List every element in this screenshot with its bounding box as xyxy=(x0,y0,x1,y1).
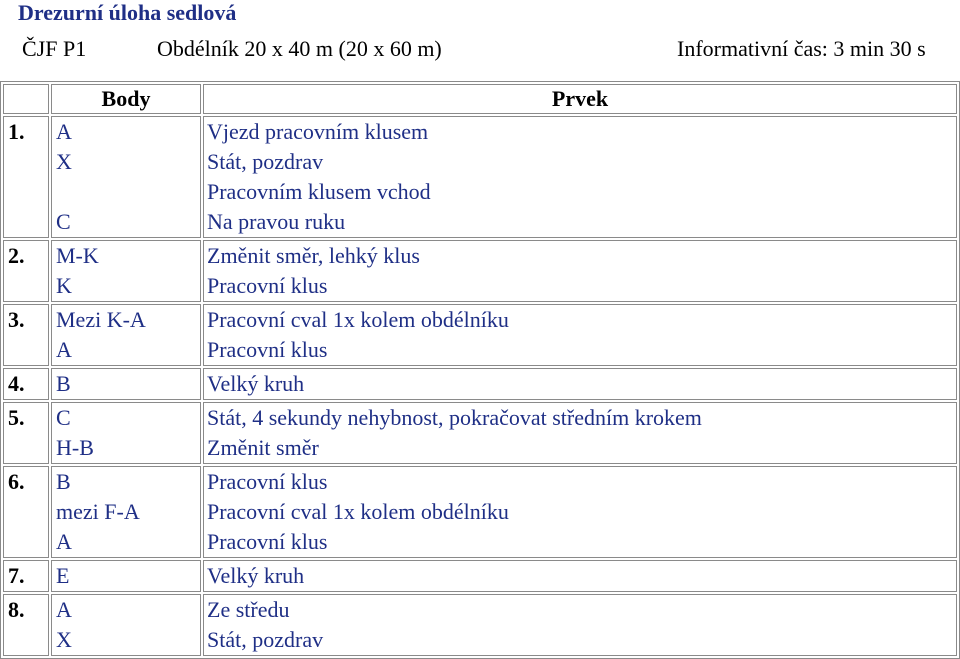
element-text: Pracovní cval 1x kolem obdélníku xyxy=(207,499,509,524)
table-row xyxy=(3,368,957,400)
point-letter: X xyxy=(56,149,72,174)
informative-time: Informativní čas: 3 min 30 s xyxy=(677,36,926,61)
point-letter: X xyxy=(56,627,72,652)
point-letter: A xyxy=(56,119,72,144)
row-number: 1. xyxy=(3,116,49,238)
table-row xyxy=(3,402,957,464)
row-elements xyxy=(203,466,957,558)
table-header-row xyxy=(3,84,957,114)
row-elements xyxy=(203,560,957,592)
header-points: Body xyxy=(51,84,201,114)
point-letter: Mezi K-A xyxy=(56,307,146,332)
row-elements xyxy=(203,240,957,302)
row-points xyxy=(51,368,201,400)
element-text: Stát, pozdrav xyxy=(207,149,324,174)
row-points xyxy=(51,304,201,366)
row-points xyxy=(51,240,201,302)
header-number-cell xyxy=(3,84,49,114)
row-points xyxy=(51,116,201,238)
row-elements xyxy=(203,116,957,238)
arena-size: Obdélník 20 x 40 m (20 x 60 m) xyxy=(157,36,442,61)
row-number: 5. xyxy=(3,402,49,464)
element-text: Stát, 4 sekundy nehybnost, pokračovat středním krokem xyxy=(207,405,702,430)
point-letter: C xyxy=(56,405,71,430)
point-letter xyxy=(56,177,200,207)
point-letter: B xyxy=(56,371,71,396)
element-text: Velký kruh xyxy=(207,371,305,396)
element-text: Pracovní klus xyxy=(207,469,328,494)
point-letter: A xyxy=(56,529,72,554)
element-text: Pracovní klus xyxy=(207,337,328,362)
element-text: Změnit směr, lehký klus xyxy=(207,243,420,268)
row-number: 8. xyxy=(3,594,49,656)
row-number: 7. xyxy=(3,560,49,592)
row-points xyxy=(51,402,201,464)
element-text: Na pravou ruku xyxy=(207,209,346,234)
element-text: Pracovním klusem vchod xyxy=(207,179,431,204)
element-text: Pracovní cval 1x kolem obdélníku xyxy=(207,307,509,332)
row-points xyxy=(51,594,201,656)
point-letter: H-B xyxy=(56,435,94,460)
row-number: 3. xyxy=(3,304,49,366)
table-row xyxy=(3,116,957,238)
header-element: Prvek xyxy=(203,84,957,114)
table-row xyxy=(3,466,957,558)
table-row xyxy=(3,240,957,302)
row-number: 6. xyxy=(3,466,49,558)
row-number: 2. xyxy=(3,240,49,302)
row-number: 4. xyxy=(3,368,49,400)
point-letter: A xyxy=(56,597,72,622)
element-text: Pracovní klus xyxy=(207,273,328,298)
element-text: Ze středu xyxy=(207,597,290,622)
test-id: ČJF P1 xyxy=(22,36,87,61)
table-row xyxy=(3,594,957,656)
element-text: Stát, pozdrav xyxy=(207,627,324,652)
element-text: Změnit směr xyxy=(207,435,319,460)
document-title: Drezurní úloha sedlová xyxy=(18,0,237,25)
element-text: Pracovní klus xyxy=(207,529,328,554)
point-letter: M-K xyxy=(56,243,99,268)
row-elements xyxy=(203,594,957,656)
point-letter: A xyxy=(56,337,72,362)
row-points xyxy=(51,560,201,592)
row-elements xyxy=(203,402,957,464)
point-letter: mezi F-A xyxy=(56,499,140,524)
point-letter: E xyxy=(56,563,70,588)
element-text: Velký kruh xyxy=(207,563,305,588)
row-elements xyxy=(203,304,957,366)
row-elements xyxy=(203,368,957,400)
point-letter: C xyxy=(56,209,71,234)
element-text: Vjezd pracovním klusem xyxy=(207,119,429,144)
table-row xyxy=(3,304,957,366)
table-row xyxy=(3,560,957,592)
point-letter: B xyxy=(56,469,71,494)
test-table xyxy=(0,81,960,659)
point-letter: K xyxy=(56,273,72,298)
row-points xyxy=(51,466,201,558)
